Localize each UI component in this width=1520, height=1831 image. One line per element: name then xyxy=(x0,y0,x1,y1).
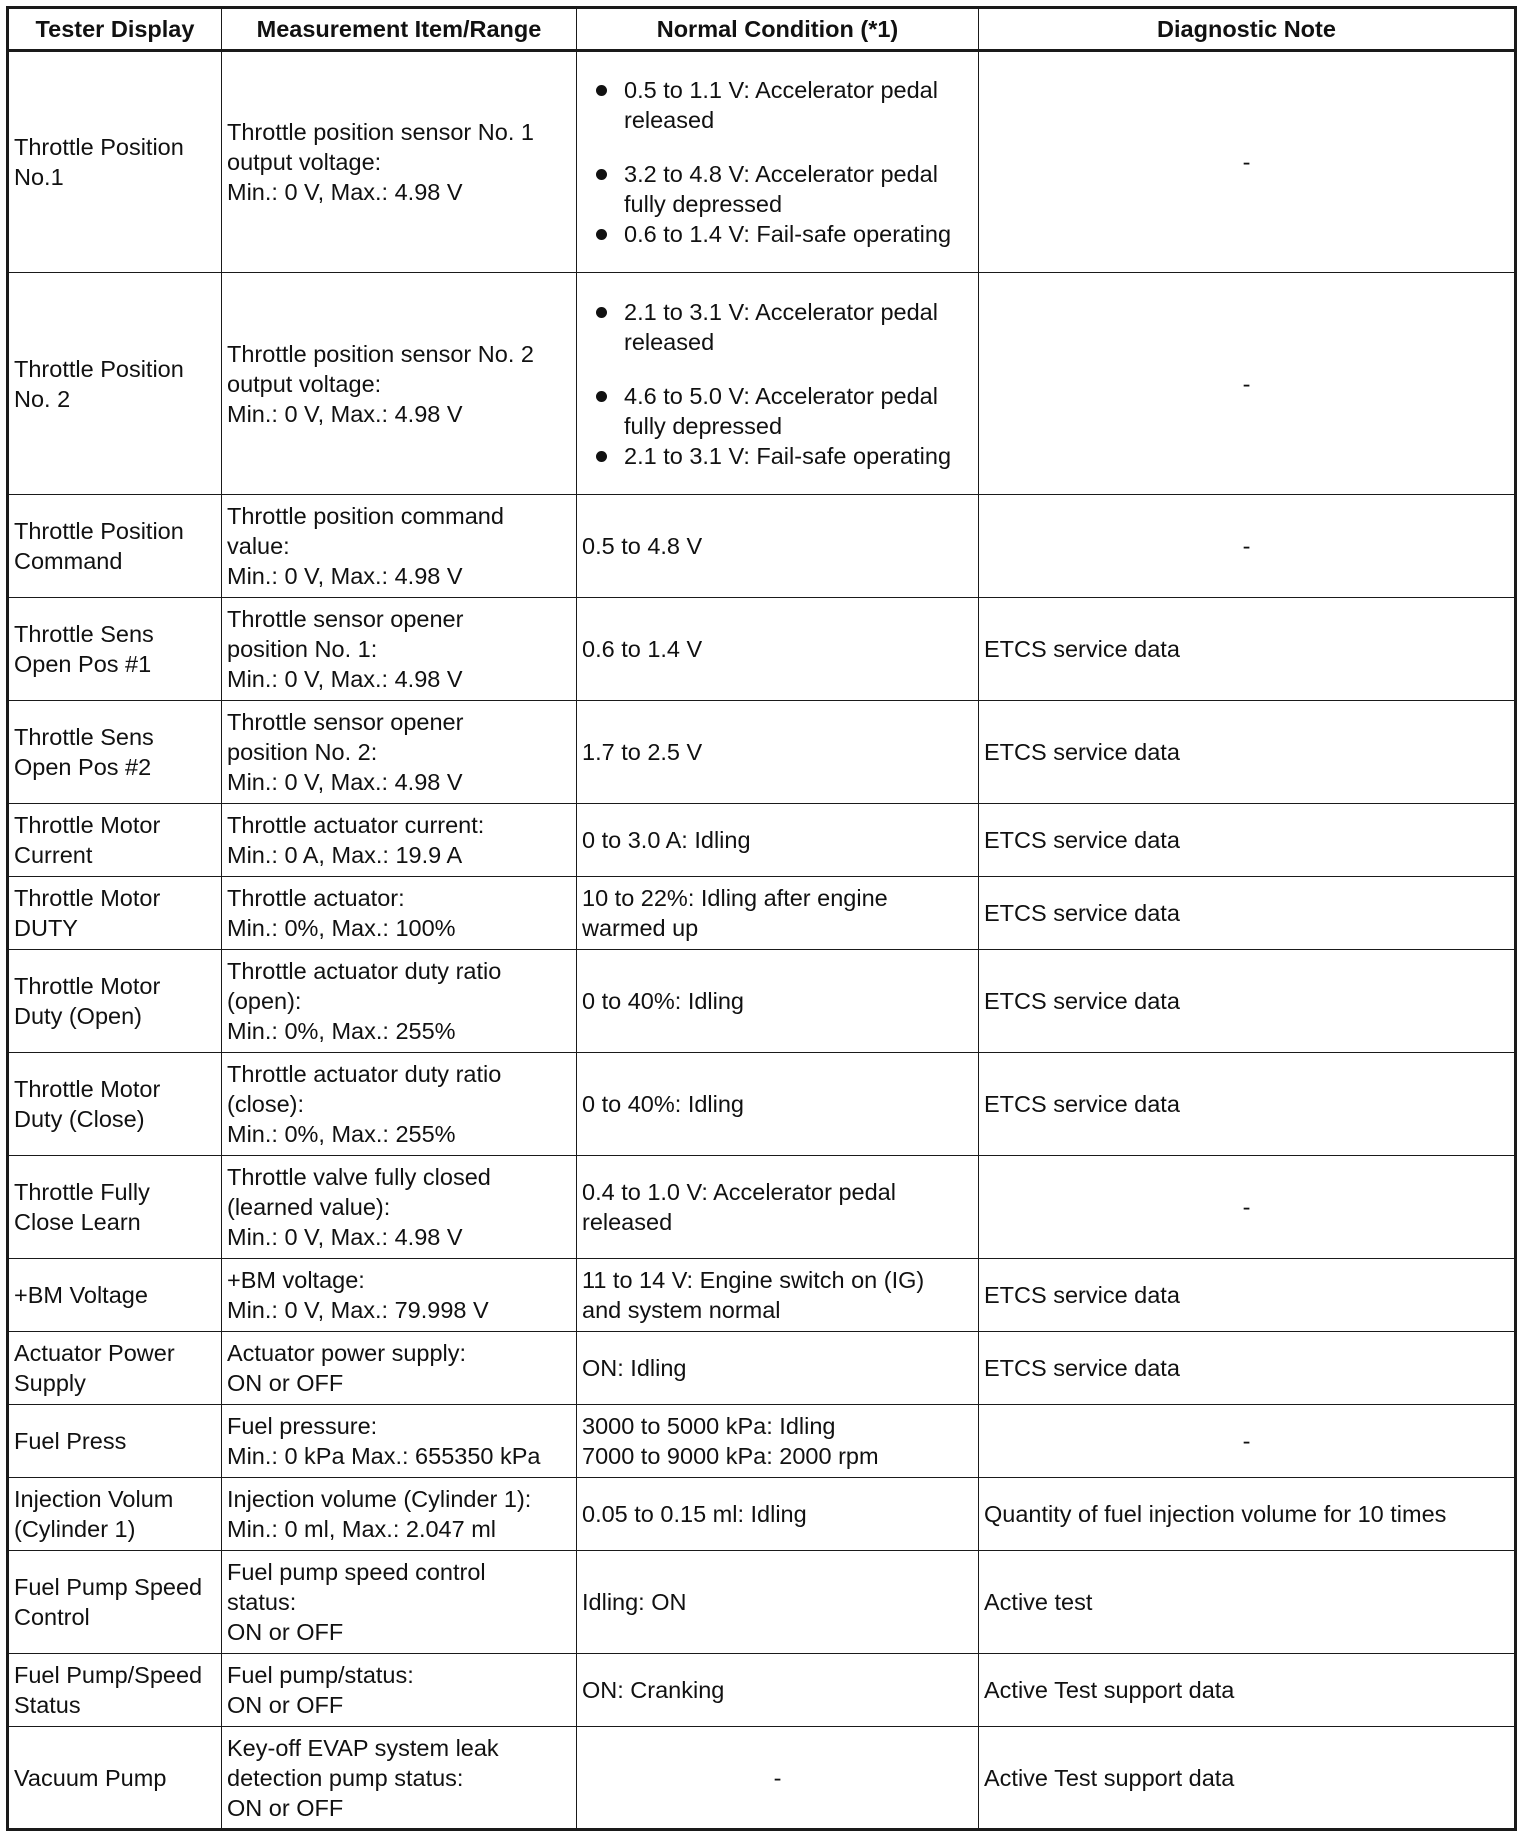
diagnostic-note-cell: ETCS service data xyxy=(979,598,1516,701)
header-diagnostic-note: Diagnostic Note xyxy=(979,8,1516,51)
table-row xyxy=(8,598,1516,701)
measurement-cell: +BM voltage: Min.: 0 V, Max.: 79.998 V xyxy=(222,1259,577,1332)
condition-bullet-list xyxy=(577,291,978,477)
table-row xyxy=(8,51,1516,273)
table-row xyxy=(8,1405,1516,1478)
measurement-cell: Throttle sensor opener position No. 2: Min.: 0 V, Max.: 4.98 V xyxy=(222,701,577,804)
diagnostic-note-cell: ETCS service data xyxy=(979,701,1516,804)
measurement-cell: Throttle position sensor No. 2 output voltage: Min.: 0 V, Max.: 4.98 V xyxy=(222,273,577,495)
table-row xyxy=(8,1727,1516,1830)
tester-display-cell: Throttle Position Command xyxy=(8,495,222,598)
table-row xyxy=(8,701,1516,804)
diagnostic-note-cell: - xyxy=(979,495,1516,598)
table-header-row xyxy=(8,8,1516,51)
measurement-cell: Fuel pump speed control status: ON or OFF xyxy=(222,1551,577,1654)
condition-cell: 0.6 to 1.4 V xyxy=(577,598,979,701)
header-tester-display: Tester Display xyxy=(8,8,222,51)
measurement-cell: Injection volume (Cylinder 1): Min.: 0 ml, Max.: 2.047 ml xyxy=(222,1478,577,1551)
tester-display-cell: Fuel Press xyxy=(8,1405,222,1478)
condition-bullet-item: 0.5 to 1.1 V: Accelerator pedal released xyxy=(577,75,978,135)
data-list-table-container xyxy=(6,6,1514,1831)
header-normal-condition: Normal Condition (*1) xyxy=(577,8,979,51)
condition-cell: 0.4 to 1.0 V: Accelerator pedal released xyxy=(577,1156,979,1259)
condition-bullet-item: 0.6 to 1.4 V: Fail-safe operating xyxy=(577,219,978,249)
condition-bullet-item: 2.1 to 3.1 V: Fail-safe operating xyxy=(577,441,978,471)
measurement-cell: Throttle position sensor No. 1 output voltage: Min.: 0 V, Max.: 4.98 V xyxy=(222,51,577,273)
measurement-cell: Fuel pressure: Min.: 0 kPa Max.: 655350 kPa xyxy=(222,1405,577,1478)
table-row xyxy=(8,1156,1516,1259)
condition-cell: Idling: ON xyxy=(577,1551,979,1654)
condition-cell: 1.7 to 2.5 V xyxy=(577,701,979,804)
diagnostic-note-cell: - xyxy=(979,51,1516,273)
condition-cell: 0.05 to 0.15 ml: Idling xyxy=(577,1478,979,1551)
condition-cell: ON: Idling xyxy=(577,1332,979,1405)
condition-cell: 0 to 40%: Idling xyxy=(577,950,979,1053)
measurement-cell: Throttle actuator current: Min.: 0 A, Max.: 19.9 A xyxy=(222,804,577,877)
tester-display-cell: Injection Volum (Cylinder 1) xyxy=(8,1478,222,1551)
tester-display-cell: Throttle Motor Current xyxy=(8,804,222,877)
measurement-cell: Throttle actuator: Min.: 0%, Max.: 100% xyxy=(222,877,577,950)
measurement-cell: Actuator power supply: ON or OFF xyxy=(222,1332,577,1405)
condition-bullet-item: 2.1 to 3.1 V: Accelerator pedal released xyxy=(577,297,978,357)
tester-display-cell: Throttle Position No.1 xyxy=(8,51,222,273)
tester-display-cell: Fuel Pump/Speed Status xyxy=(8,1654,222,1727)
tester-display-cell: Fuel Pump Speed Control xyxy=(8,1551,222,1654)
table-row xyxy=(8,950,1516,1053)
condition-cell xyxy=(577,273,979,495)
diagnostic-note-cell: - xyxy=(979,273,1516,495)
tester-display-cell: Actuator Power Supply xyxy=(8,1332,222,1405)
condition-cell: 10 to 22%: Idling after engine warmed up xyxy=(577,877,979,950)
condition-cell: ON: Cranking xyxy=(577,1654,979,1727)
condition-cell: 11 to 14 V: Engine switch on (IG) and system normal xyxy=(577,1259,979,1332)
diagnostic-note-cell: ETCS service data xyxy=(979,1053,1516,1156)
condition-bullet-list xyxy=(577,69,978,255)
measurement-cell: Key-off EVAP system leak detection pump status: ON or OFF xyxy=(222,1727,577,1830)
diagnostic-note-cell: ETCS service data xyxy=(979,804,1516,877)
tester-display-cell: Vacuum Pump xyxy=(8,1727,222,1830)
diagnostic-note-cell: Active Test support data xyxy=(979,1727,1516,1830)
table-row xyxy=(8,877,1516,950)
condition-cell: 3000 to 5000 kPa: Idling 7000 to 9000 kPa: 2000 rpm xyxy=(577,1405,979,1478)
condition-cell: 0 to 3.0 A: Idling xyxy=(577,804,979,877)
measurement-cell: Throttle position command value: Min.: 0 V, Max.: 4.98 V xyxy=(222,495,577,598)
diagnostic-note-cell: Active Test support data xyxy=(979,1654,1516,1727)
header-measurement-item: Measurement Item/Range xyxy=(222,8,577,51)
condition-cell xyxy=(577,51,979,273)
tester-display-cell: Throttle Motor Duty (Open) xyxy=(8,950,222,1053)
tester-display-cell: Throttle Position No. 2 xyxy=(8,273,222,495)
tester-display-cell: +BM Voltage xyxy=(8,1259,222,1332)
condition-bullet-item: 4.6 to 5.0 V: Accelerator pedal fully depressed xyxy=(577,381,978,441)
table-row xyxy=(8,495,1516,598)
tester-display-cell: Throttle Sens Open Pos #2 xyxy=(8,701,222,804)
data-list-table xyxy=(6,6,1517,1831)
tester-display-cell: Throttle Motor DUTY xyxy=(8,877,222,950)
diagnostic-note-cell: - xyxy=(979,1405,1516,1478)
diagnostic-note-cell: - xyxy=(979,1156,1516,1259)
measurement-cell: Throttle valve fully closed (learned value): Min.: 0 V, Max.: 4.98 V xyxy=(222,1156,577,1259)
table-row xyxy=(8,1551,1516,1654)
table-row xyxy=(8,273,1516,495)
table-row xyxy=(8,1053,1516,1156)
measurement-cell: Fuel pump/status: ON or OFF xyxy=(222,1654,577,1727)
table-row xyxy=(8,804,1516,877)
table-row xyxy=(8,1332,1516,1405)
diagnostic-note-cell: ETCS service data xyxy=(979,1332,1516,1405)
measurement-cell: Throttle sensor opener position No. 1: Min.: 0 V, Max.: 4.98 V xyxy=(222,598,577,701)
table-row xyxy=(8,1478,1516,1551)
measurement-cell: Throttle actuator duty ratio (close): Min.: 0%, Max.: 255% xyxy=(222,1053,577,1156)
condition-bullet-item: 3.2 to 4.8 V: Accelerator pedal fully depressed xyxy=(577,159,978,219)
table-row xyxy=(8,1259,1516,1332)
diagnostic-note-cell: Quantity of fuel injection volume for 10 times xyxy=(979,1478,1516,1551)
tester-display-cell: Throttle Motor Duty (Close) xyxy=(8,1053,222,1156)
condition-cell: 0.5 to 4.8 V xyxy=(577,495,979,598)
condition-cell: - xyxy=(577,1727,979,1830)
table-row xyxy=(8,1654,1516,1727)
diagnostic-note-cell: Active test xyxy=(979,1551,1516,1654)
tester-display-cell: Throttle Sens Open Pos #1 xyxy=(8,598,222,701)
diagnostic-note-cell: ETCS service data xyxy=(979,877,1516,950)
diagnostic-note-cell: ETCS service data xyxy=(979,950,1516,1053)
condition-cell: 0 to 40%: Idling xyxy=(577,1053,979,1156)
tester-display-cell: Throttle Fully Close Learn xyxy=(8,1156,222,1259)
diagnostic-note-cell: ETCS service data xyxy=(979,1259,1516,1332)
measurement-cell: Throttle actuator duty ratio (open): Min.: 0%, Max.: 255% xyxy=(222,950,577,1053)
